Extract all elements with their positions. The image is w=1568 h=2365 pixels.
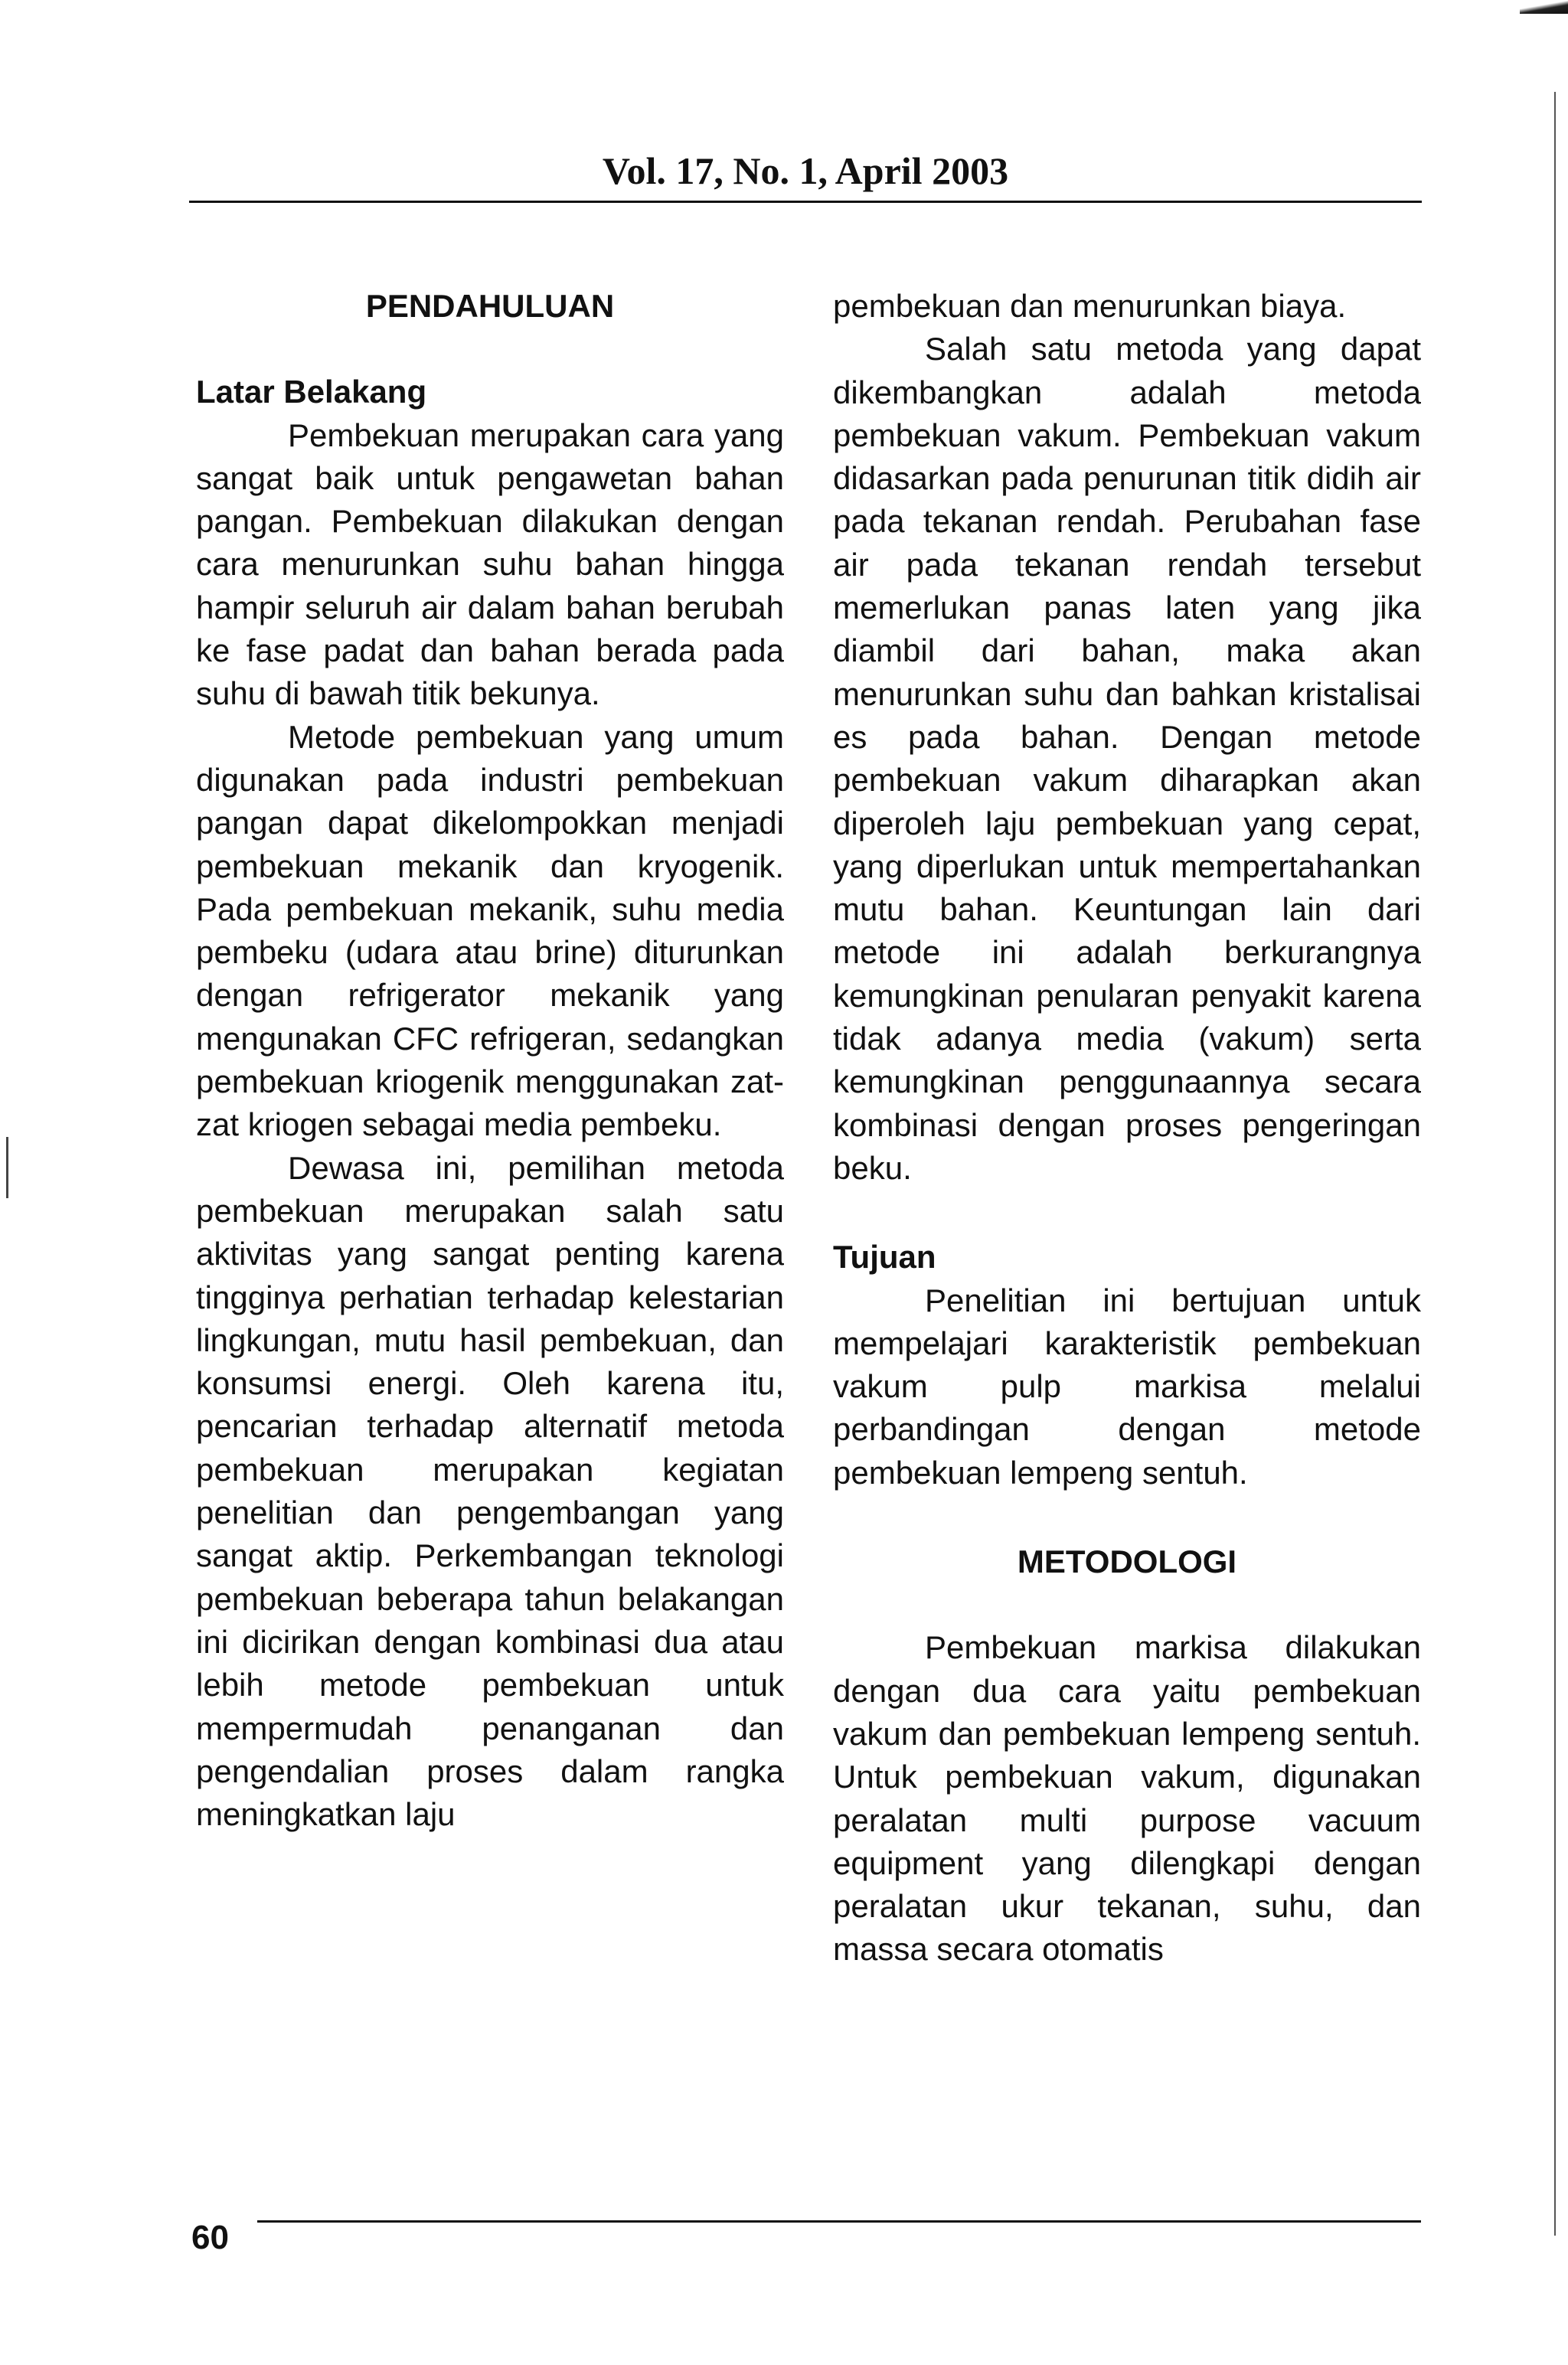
footer-rule xyxy=(257,2220,1421,2223)
spacer xyxy=(833,1190,1421,1236)
paragraph-vakum: Salah satu metoda yang dapat dikembangkan adalah metoda pembekuan vakum. Pembekuan vakum didasarkan pada penurunan titik didih air pada tekanan rendah. Perubahan fase air pada tekanan rendah tersebut memerlukan panas laten yang jika diambil dari bahan, maka akan menurunkan suhu dan bahkan kristalisai es pada bahan. Dengan metode pembekuan vakum diharapkan akan diperoleh laju pembekuan yang cepat, yang diperlukan untuk mempertahankan mutu bahan. Keuntungan lain dari metode ini adalah berkurangnya kemungkinan penularan penyakit karena tidak adanya media (vakum) serta kemungkinan penggunaannya secara kombinasi dengan proses pengeringan beku. xyxy=(833,331,1421,1186)
scan-edge-left-mark xyxy=(6,1137,8,1198)
section-title-metodologi: METODOLOGI xyxy=(1017,1543,1237,1580)
section-title-pendahuluan: PENDAHULUAN xyxy=(365,288,615,324)
spacer xyxy=(833,1494,1421,1540)
paragraph-pembekuan: Pembekuan merupakan cara yang sangat baik untuk pengawetan bahan pangan. Pembekuan dilakukan dengan cara menurunkan suhu bahan hingga hampir seluruh air dalam bahan berubah ke fase padat dan bahan berada pada suhu di bawah titik bekunya. xyxy=(196,416,784,712)
page-number: 60 xyxy=(191,2219,229,2256)
subheading-latar-belakang: Latar Belakang xyxy=(196,374,427,410)
paragraph-metodologi: Pembekuan markisa dilakukan dengan dua cara yaitu pembekuan vakum dan pembekuan lempeng sentuh. Untuk pembekuan vakum, digunakan peralatan multi purpose vacuum equipment yang dilengkapi dengan peralatan ukur tekanan, suhu, dan massa secara otomatis xyxy=(833,1629,1421,1968)
spacer xyxy=(833,1583,1421,1626)
subheading-tujuan: Tujuan xyxy=(833,1239,936,1276)
scan-edge-right xyxy=(1554,92,1556,2236)
scan-shadow-corner xyxy=(1520,0,1568,14)
spacer xyxy=(196,328,784,371)
paragraph-metode: Metode pembekuan yang umum digunakan pada industri pembekuan pangan dapat dikelompokkan menjadi pembekuan mekanik dan kryogenik. Pada pembekuan mekanik, suhu media pembeku (udara atau brine) diturunkan dengan refrigerator mekanik yang mengunakan CFC refrigeran, sedangkan pembekuan kriogenik menggunakan zat-zat kriogen sebagai media pembeku. xyxy=(196,718,784,1143)
paragraph-dewasa: Dewasa ini, pemilihan metoda pembekuan merupakan salah satu aktivitas yang sangat penting karena tingginya perhatian terhadap kelestarian lingkungan, mutu hasil pembekuan, dan konsumsi energi. Oleh karena itu, pencarian terhadap alternatif metoda pembekuan merupakan kegiatan penelitian dan pengembangan yang sangat aktip. Perkembangan teknologi pembekuan beberapa tahun belakangan ini dicirikan dengan kombinasi dua atau lebih metode pembekuan untuk mempermudah penanganan dan pengendalian proses dalam rangka meningkatkan laju xyxy=(196,1149,784,1833)
left-column xyxy=(196,285,784,1836)
right-column xyxy=(833,285,1421,1971)
paragraph-tujuan: Penelitian ini bertujuan untuk mempelajari karakteristik pembekuan vakum pulp markisa melalui perbandingan dengan metode pembekuan lempeng sentuh. xyxy=(833,1282,1421,1491)
running-header: Vol. 17, No. 1, April 2003 xyxy=(602,149,1009,192)
paragraph-continuation: pembekuan dan menurunkan biaya. xyxy=(833,288,1347,324)
header-rule xyxy=(189,201,1422,203)
